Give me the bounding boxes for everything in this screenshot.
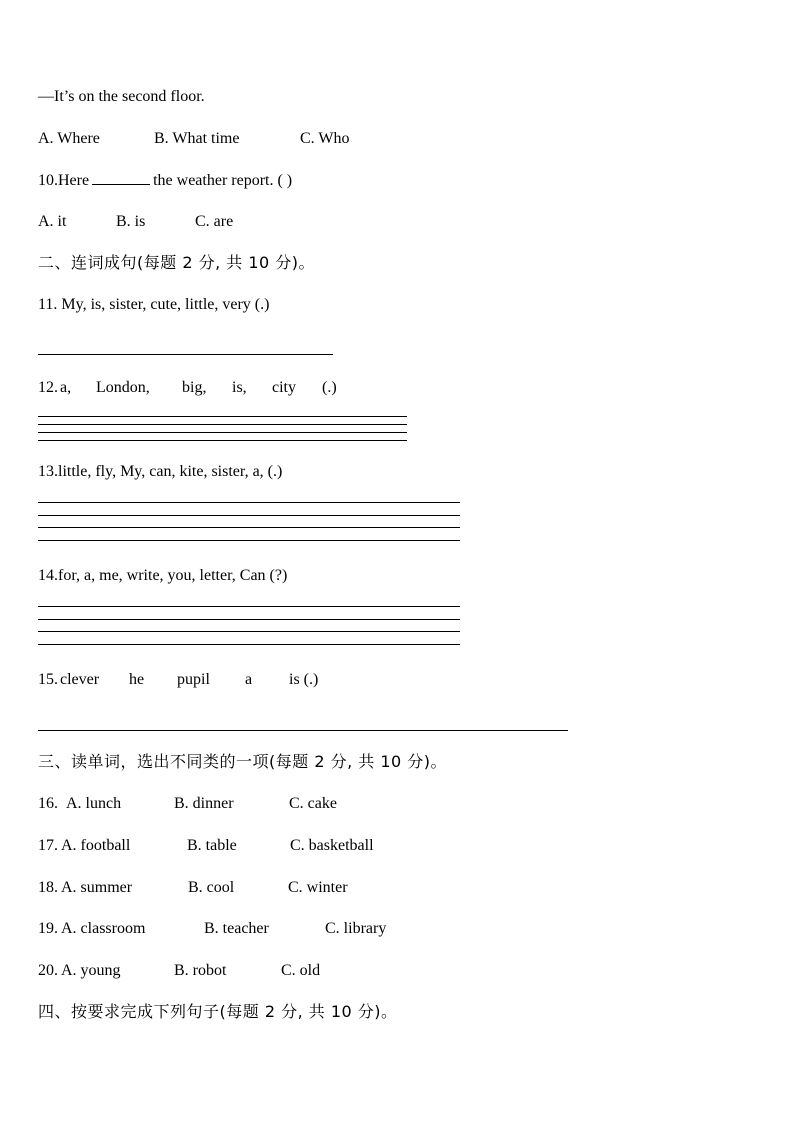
q10-option-c: C. are	[195, 213, 234, 230]
q12-number: 12.	[38, 379, 58, 396]
q13-answer-line-1[interactable]	[38, 502, 460, 503]
q19-row	[38, 919, 458, 939]
q12-answer-line-3[interactable]	[38, 432, 407, 433]
q16-option-b: B. dinner	[174, 795, 234, 812]
q12-word-2: London,	[96, 379, 150, 396]
q12-answer-line-4[interactable]	[38, 440, 407, 441]
q14-answer-line-4[interactable]	[38, 644, 460, 645]
q12-prompt	[38, 378, 368, 398]
q17-option-c: C. basketball	[290, 837, 374, 854]
q14-answer-line-1[interactable]	[38, 606, 460, 607]
q11-prompt	[38, 295, 269, 315]
q15-answer-line[interactable]	[38, 730, 568, 731]
q10-option-a: A. it	[38, 213, 67, 230]
q16-number: 16.	[38, 795, 58, 812]
q17-option-b: B. table	[187, 837, 237, 854]
section2-heading: 二、连词成句(每题 2 分, 共 10 分)。	[38, 253, 316, 272]
q15-word-4: a	[245, 671, 253, 688]
q19-option-c: C. library	[325, 920, 387, 937]
q10-question	[38, 170, 292, 191]
q11-words: My, is, sister, cute, little, very (.)	[61, 296, 270, 313]
q20-option-c: C. old	[281, 962, 321, 979]
q10-blank[interactable]	[92, 170, 150, 185]
q9-answer-line: —It’s on the second floor.	[38, 88, 205, 105]
q15-word-2: he	[129, 671, 145, 688]
q14-prompt	[38, 566, 287, 586]
q13-prompt	[38, 462, 282, 482]
q13-number: 13.	[38, 463, 58, 480]
q12-word-3: big,	[182, 379, 207, 396]
q12-word-4: is,	[232, 379, 247, 396]
q16-row	[38, 794, 438, 814]
q13-answer-line-2[interactable]	[38, 515, 460, 516]
q20-option-b: B. robot	[174, 962, 227, 979]
q14-answer-line-2[interactable]	[38, 619, 460, 620]
q11-number: 11.	[38, 296, 58, 313]
q10-prefix: 10.Here	[38, 172, 90, 189]
q13-answer-line-3[interactable]	[38, 527, 460, 528]
q9-option-c: C. Who	[300, 130, 350, 147]
q17-option-a: A. football	[61, 837, 131, 854]
q9-option-b: B. What time	[154, 130, 240, 147]
q15-number: 15.	[38, 671, 58, 688]
q15-prompt	[38, 670, 368, 690]
q9-options	[38, 129, 438, 149]
q20-number: 20.	[38, 962, 58, 979]
q10-option-b: B. is	[116, 213, 146, 230]
q18-row	[38, 878, 438, 898]
q19-option-b: B. teacher	[204, 920, 269, 937]
q10-suffix: the weather report. ( )	[153, 172, 293, 189]
q14-words: for, a, me, write, you, letter, Can (?)	[58, 567, 288, 584]
q14-number: 14.	[38, 567, 58, 584]
q14-answer-line-3[interactable]	[38, 631, 460, 632]
q18-option-c: C. winter	[288, 879, 348, 896]
q13-words: little, fly, My, can, kite, sister, a, (.)	[58, 463, 283, 480]
q12-answer-line-1[interactable]	[38, 416, 407, 417]
q10-options	[38, 212, 338, 232]
q15-word-1: clever	[60, 671, 100, 688]
q19-number: 19.	[38, 920, 58, 937]
q20-row	[38, 961, 438, 981]
q18-number: 18.	[38, 879, 58, 896]
q9-option-a: A. Where	[38, 130, 100, 147]
q18-option-b: B. cool	[188, 879, 235, 896]
q16-option-c: C. cake	[289, 795, 337, 812]
q15-word-3: pupil	[177, 671, 210, 688]
q12-word-1: a,	[60, 379, 72, 396]
q11-answer-line[interactable]	[38, 354, 333, 355]
q15-word-5: is (.)	[289, 671, 319, 688]
q20-option-a: A. young	[61, 962, 121, 979]
section4-heading: 四、按要求完成下列句子(每题 2 分, 共 10 分)。	[38, 1002, 398, 1021]
q17-row	[38, 836, 458, 856]
q12-word-5: city	[272, 379, 296, 396]
section3-heading: 三、读单词，选出不同类的一项(每题 2 分, 共 10 分)。	[38, 752, 448, 771]
q12-word-6: (.)	[322, 379, 337, 396]
q13-answer-line-4[interactable]	[38, 540, 460, 541]
q12-answer-line-2[interactable]	[38, 424, 407, 425]
q16-option-a: A. lunch	[66, 795, 122, 812]
q17-number: 17.	[38, 837, 58, 854]
q19-option-a: A. classroom	[61, 920, 146, 937]
q18-option-a: A. summer	[61, 879, 133, 896]
